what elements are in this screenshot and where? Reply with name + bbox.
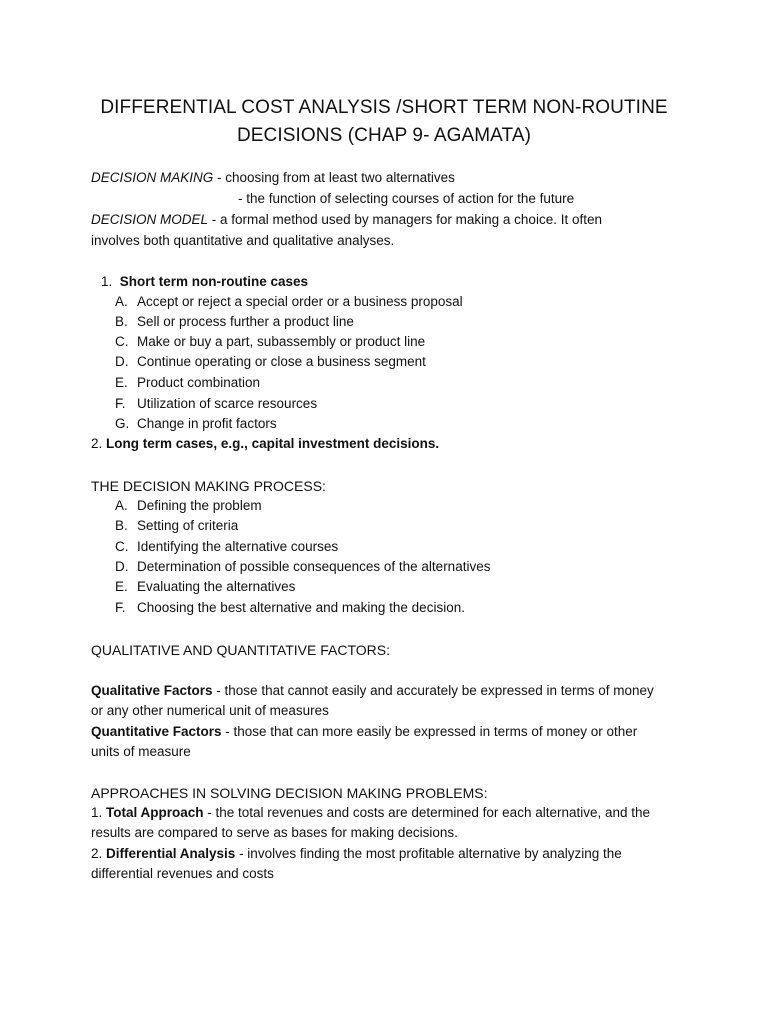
approach-1-number: 1. bbox=[91, 805, 107, 820]
approach-1-def-line-1: - the total revenues and costs are determined for each alternative, and the bbox=[203, 805, 651, 820]
decision-making-term: DECISION MAKING bbox=[91, 170, 214, 185]
decision-model-def-line-2: involves both quantitative and qualitative analyses. bbox=[91, 233, 395, 248]
approach-2-def-line-2: differential revenues and costs bbox=[91, 866, 274, 881]
approach-1 bbox=[91, 803, 650, 823]
qualitative-def-line-2: or any other numerical unit of measures bbox=[91, 703, 329, 718]
case-item-2-number: 2. bbox=[91, 436, 103, 451]
process-step: D. Determination of possible consequences of the alternatives bbox=[115, 559, 491, 574]
process-step: A. Defining the problem bbox=[115, 498, 262, 513]
approach-1-term: Total Approach bbox=[106, 805, 204, 820]
qualitative-term: Qualitative Factors bbox=[91, 683, 213, 698]
case-subitem: G. Change in profit factors bbox=[115, 416, 277, 431]
qualitative-definition bbox=[91, 681, 654, 701]
quantitative-definition bbox=[91, 722, 637, 742]
decision-making-definition bbox=[91, 168, 455, 188]
approach-2-term: Differential Analysis bbox=[106, 846, 236, 861]
decision-model-definition bbox=[91, 210, 602, 230]
case-item-2 bbox=[91, 434, 439, 454]
quantitative-def-line-1: - those that can more easily be expressed in terms of money or other bbox=[221, 724, 638, 739]
case-item-1 bbox=[101, 272, 308, 292]
process-step: C. Identifying the alternative courses bbox=[115, 539, 339, 554]
document-title-line-2: DECISIONS (CHAP 9- AGAMATA) bbox=[236, 125, 532, 146]
case-subitem: D. Continue operating or close a business segment bbox=[115, 354, 426, 369]
approach-2-number: 2. bbox=[91, 846, 107, 861]
process-step: F. Choosing the best alternative and making the decision. bbox=[115, 600, 465, 615]
process-step: B. Setting of criteria bbox=[115, 518, 239, 533]
process-step: E. Evaluating the alternatives bbox=[115, 579, 296, 594]
approach-1-def-line-2: results are compared to serve as bases for making decisions. bbox=[91, 825, 458, 840]
case-subitem: A. Accept or reject a special order or a business proposal bbox=[115, 294, 463, 309]
quantitative-def-line-2: units of measure bbox=[91, 744, 191, 759]
document-title-line-1: DIFFERENTIAL COST ANALYSIS /SHORT TERM NON-ROUTINE bbox=[100, 97, 668, 118]
decision-model-term: DECISION MODEL bbox=[91, 212, 209, 227]
case-subitem: C. Make or buy a part, subassembly or product line bbox=[115, 334, 426, 349]
decision-making-def-1: - choosing from at least two alternatives bbox=[213, 170, 455, 185]
approach-2 bbox=[91, 844, 622, 864]
factors-heading: QUALITATIVE AND QUANTITATIVE FACTORS: bbox=[91, 642, 390, 658]
decision-model-def-line-1: - a formal method used by managers for making a choice. It often bbox=[208, 212, 602, 227]
approaches-heading: APPROACHES IN SOLVING DECISION MAKING PROBLEMS: bbox=[91, 785, 488, 801]
case-subitem: E. Product combination bbox=[115, 375, 261, 390]
qualitative-def-line-1: - those that cannot easily and accurately be expressed in terms of money bbox=[212, 683, 654, 698]
case-item-1-number: 1. bbox=[101, 274, 113, 289]
decision-making-def-2: - the function of selecting courses of action for the future bbox=[238, 191, 575, 206]
case-subitem: F. Utilization of scarce resources bbox=[115, 396, 318, 411]
quantitative-term: Quantitative Factors bbox=[91, 724, 222, 739]
case-subitem: B. Sell or process further a product line bbox=[115, 314, 354, 329]
process-heading: THE DECISION MAKING PROCESS: bbox=[91, 478, 326, 494]
case-item-2-label: Long term cases, e.g., capital investment decisions. bbox=[106, 436, 440, 451]
case-item-1-label: Short term non-routine cases bbox=[119, 274, 309, 289]
approach-2-def-line-1: - involves finding the most profitable alternative by analyzing the bbox=[235, 846, 622, 861]
